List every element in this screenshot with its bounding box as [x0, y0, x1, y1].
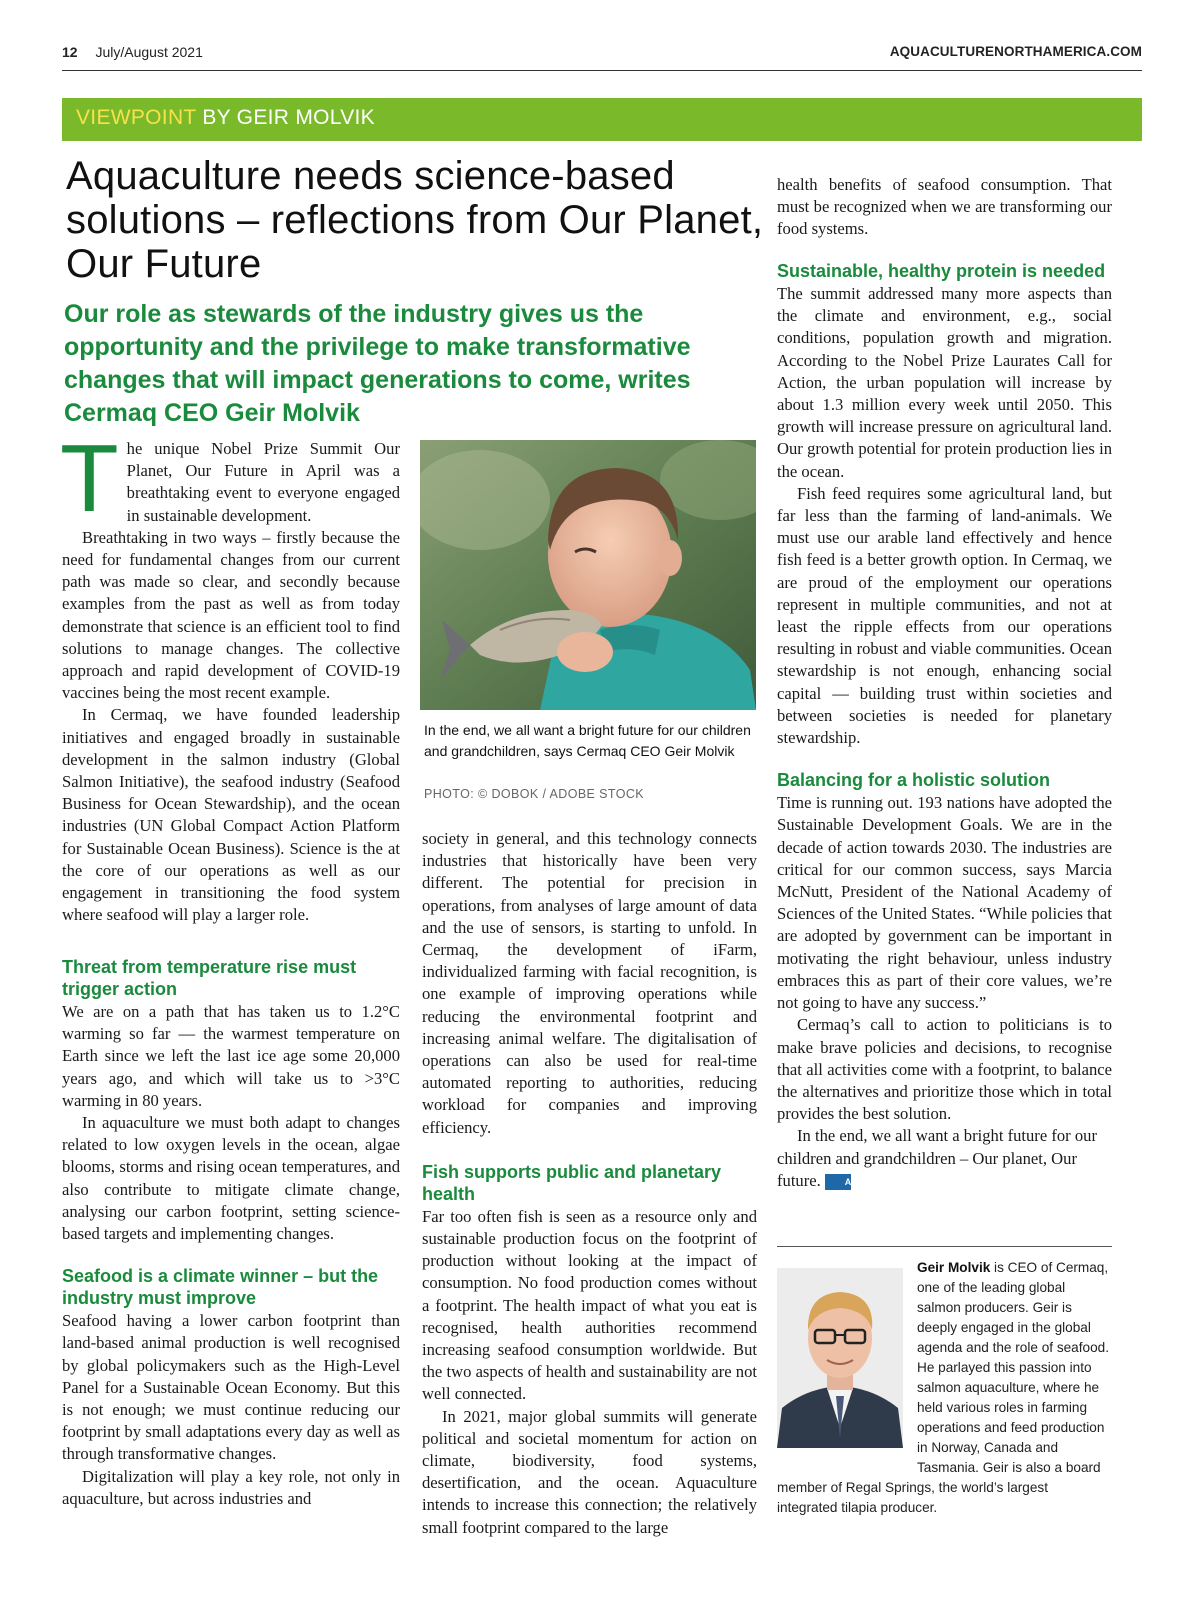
paragraph: Fish feed requires some agricultural land, but far less than the farming of land-animals. We must use our arable land effectively and hence fish feed is a better growth option. In Cermaq, we are proud of the employment our operations represent in multiple communities, and not at least the ripple effects from our operations resulting in robust and viable communities. Ocean stewardship is not enough, enhancing social capital — building trust within societies and between societies is needed for planetary stewardship.	[777, 483, 1112, 748]
paragraph: health benefits of seafood consumption. That must be recognized when we are transforming our food systems.	[777, 175, 1112, 239]
paragraph: Seafood having a lower carbon footprint than land-based animal production is well recognised by global policymakers such as the High-Level Panel for a Sustainable Ocean Economy. But this is not enough; we must continue reducing our footprint by small adaptations every day as well as through transformative changes.	[62, 1311, 400, 1464]
paragraph: Breathtaking in two ways – firstly because the need for fundamental changes from our current path was made so clear, and secondly because examples from the past as well as from today demonstrate that science is an efficient tool to find solutions to manage changes. The collective approach and rapid development of COVID-19 vaccines being the most recent example.	[62, 527, 400, 703]
paragraph: Far too often fish is seen as a resource only and sustainable production focus on the footprint of production without looking at the impact of consumption. No food production comes without a footprint. The health impact of what you eat is recognised, health authorities recommend increasing seafood consumption worldwide. But the two aspects of health and sustainability are not well connected.	[422, 1206, 757, 1404]
issue-date: July/August 2021	[95, 44, 203, 60]
column-3-top	[777, 174, 1112, 241]
column-1-top	[60, 425, 400, 926]
article-deck: Our role as stewards of the industry gives us the opportunity and the privilege to make transformative changes that will impact generations to come, writes Cermaq CEO Geir Molvik	[64, 300, 691, 427]
author-bio	[777, 1258, 1112, 1518]
article-photo	[420, 440, 756, 710]
paragraph: Time is running out. 193 nations have adopted the Sustainable Development Goals. We are in the decade of action towards 2030. The industries are critical for our common success, says Marcia McNutt, President of the National Academy of Sciences of the United States. “While policies that are adopted by government can be important in motivating the right behaviour, unless industry embraces this as part of their core values, we’re not going to have any success.”	[777, 793, 1112, 1013]
subheading-protein: Sustainable, healthy protein is needed	[777, 261, 1106, 281]
subheading-seafood: Seafood is a climate winner – but the industry must improve	[62, 1266, 379, 1309]
page-number: 12	[62, 44, 78, 60]
paragraph: The summit addressed many more aspects than the climate and environment, e.g., social conditions, population growth and migration. According to the Nobel Prize Laurates Call for Action, the urban population will increase by about 1.3 million every week until 2050. This growth will increase pressure on agricultural land. Our growth potential for protein production lies in the ocean.	[777, 284, 1112, 481]
bio-name: Geir Molvik	[917, 1260, 991, 1275]
author-byline: BY GEIR MOLVIK	[202, 106, 375, 129]
paragraph: We are on a path that has taken us to 1.2°C warming so far — the warmest temperature on Earth since we left the last ice age some 20,000 years ago, and which will take us to >3°C warming in 80 years.	[62, 1002, 400, 1110]
bio-divider	[777, 1246, 1112, 1247]
header-divider	[62, 70, 1142, 71]
subheading-threat: Threat from temperature rise must trigger action	[62, 957, 357, 999]
page-header-left	[62, 44, 203, 60]
bio-photo-spacer	[777, 1258, 917, 1468]
article-title: Aquaculture needs science-based solutions – reflections from Our Planet, Our Future	[66, 154, 764, 286]
drop-cap: T	[60, 425, 119, 532]
column-2	[422, 828, 757, 1539]
paragraph: In aquaculture we must both adapt to changes related to low oxygen levels in the ocean, algae blooms, storms and rising ocean temperatures, and also contribute to mitigate climate change, analysing our carbon footprint, setting science-based targets and implementing changes.	[62, 1113, 400, 1244]
paragraph: Digitalization will play a key role, not only in aquaculture, but across industries and	[62, 1466, 400, 1508]
paragraph: society in general, and this technology connects industries that historically have been very different. The potential for precision in operations, from analyses of large amount of data and the use of sensors, is starting to unfold. In Cermaq, the development of iFarm, individualized farming with facial recognition, is one example of improving operations while reducing the environmental footprint and increasing animal welfare. The digitalisation of operations can also be used for real-time automated reporting to authorities, reducing workload for companies and improving efficiency.	[422, 829, 757, 1137]
end-mark-icon: ANA	[825, 1174, 851, 1190]
closing-text: In the end, we all want a bright future for our children and grandchildren – Our planet, Our future.	[777, 1126, 1097, 1190]
column-1-bottom	[62, 956, 400, 1510]
bio-text: is CEO of Cermaq, one of the leading global salmon producers. Geir is deeply engaged in the global agenda and the role of seafood. He parlayed this passion into salmon aquaculture, where he held various roles in farming operations and feed production in Norway, Canada and Tasmania. Geir is also a board member of Regal Springs, the world’s largest integrated tilapia producer.	[777, 1260, 1109, 1515]
paragraph: In Cermaq, we have founded leadership initiatives and engaged broadly in sustainable development in the salmon industry (Global Salmon Initiative), the seafood industry (Seafood Business for Ocean Stewardship), and the ocean industries (UN Global Compact Action Platform for Sustainable Ocean Business). Science is the at the core of our operations as well as our engagement in transitioning the food system where seafood will play a larger role.	[62, 705, 400, 925]
boy-with-fish-image	[420, 440, 756, 710]
website-url[interactable]: AQUACULTURENORTHAMERICA.COM	[889, 44, 1142, 59]
section-banner	[62, 98, 1142, 141]
paragraph: he unique Nobel Prize Summit Our Planet, Our Future in April was a breathtaking event to everyone engaged in sustainable development.	[126, 439, 400, 525]
photo-caption: In the end, we all want a bright future for our children and grandchildren, says Cermaq CEO Geir Molvik	[424, 722, 751, 759]
subheading-balance: Balancing for a holistic solution	[777, 770, 1051, 791]
section-label: VIEWPOINT	[76, 106, 197, 129]
paragraph: Cermaq’s call to action to politicians is to make brave policies and decisions, to recognise that all activities come with a footprint, to balance the alternatives and prioritize those which in total provides the best solution.	[777, 1015, 1112, 1124]
photo-credit: PHOTO: © DOBOK / ADOBE STOCK	[424, 787, 644, 801]
paragraph: In 2021, major global summits will generate political and societal momentum for action on climate, biodiversity, food systems, desertification, and the ocean. Aquaculture intends to increase this connection; the relatively small footprint compared to the large	[422, 1406, 757, 1537]
closing-paragraph	[777, 1125, 1112, 1192]
subheading-fish: Fish supports public and planetary health	[422, 1161, 722, 1204]
column-3	[777, 260, 1112, 1192]
